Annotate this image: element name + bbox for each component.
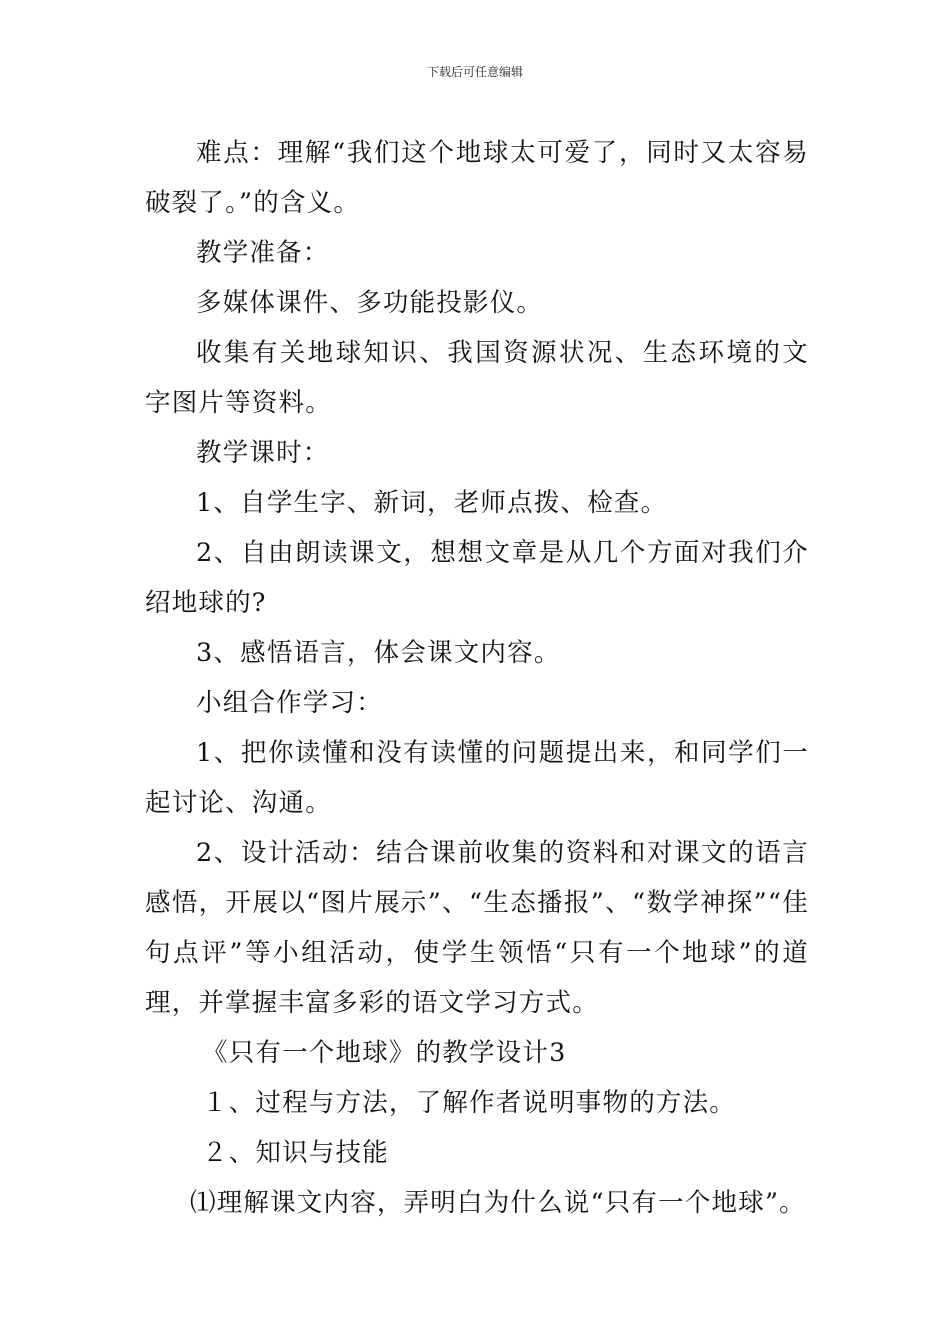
list-item-2: 2、自由朗读课文，想想文章是从几个方面对我们介绍地球的? <box>145 538 809 618</box>
document-body <box>145 128 809 1228</box>
section-title: 《只有一个地球》的教学设计3 <box>202 1038 567 1068</box>
list-item-1: 1、自学生字、新词，老师点拨、检查。 <box>196 488 668 518</box>
objective-2: ２、知识与技能 <box>202 1138 389 1168</box>
page-header: 下载后可任意编辑 <box>426 65 523 79</box>
heading-teaching-preparation: 教学准备： <box>196 238 330 268</box>
objective-2-sub-1: ⑴理解课文内容，弄明白为什么说“只有一个地球”。 <box>190 1188 806 1218</box>
heading-class-hours: 教学课时： <box>196 438 330 468</box>
paragraph-multimedia: 多媒体课件、多功能投影仪。 <box>196 288 544 318</box>
objective-1: １、过程与方法，了解作者说明事物的方法。 <box>202 1088 737 1118</box>
heading-group-study: 小组合作学习： <box>196 688 383 718</box>
group-item-2: 2、设计活动：结合课前收集的资料和对课文的语言感悟，开展以“图片展示”、“生态播报”、“数学神探”“佳句点评”等小组活动，使学生领悟“只有一个地球”的道理，并掌握丰富多彩的语文学习方式。 <box>145 838 809 1018</box>
paragraph-difficulty: 难点：理解“我们这个地球太可爱了，同时又太容易破裂了。”的含义。 <box>145 138 809 218</box>
group-item-1: 1、把你读懂和没有读懂的问题提出来，和同学们一起讨论、沟通。 <box>145 738 809 818</box>
list-item-3: 3、感悟语言，体会课文内容。 <box>196 638 561 668</box>
paragraph-collect-materials: 收集有关地球知识、我国资源状况、生态环境的文字图片等资料。 <box>145 338 809 418</box>
